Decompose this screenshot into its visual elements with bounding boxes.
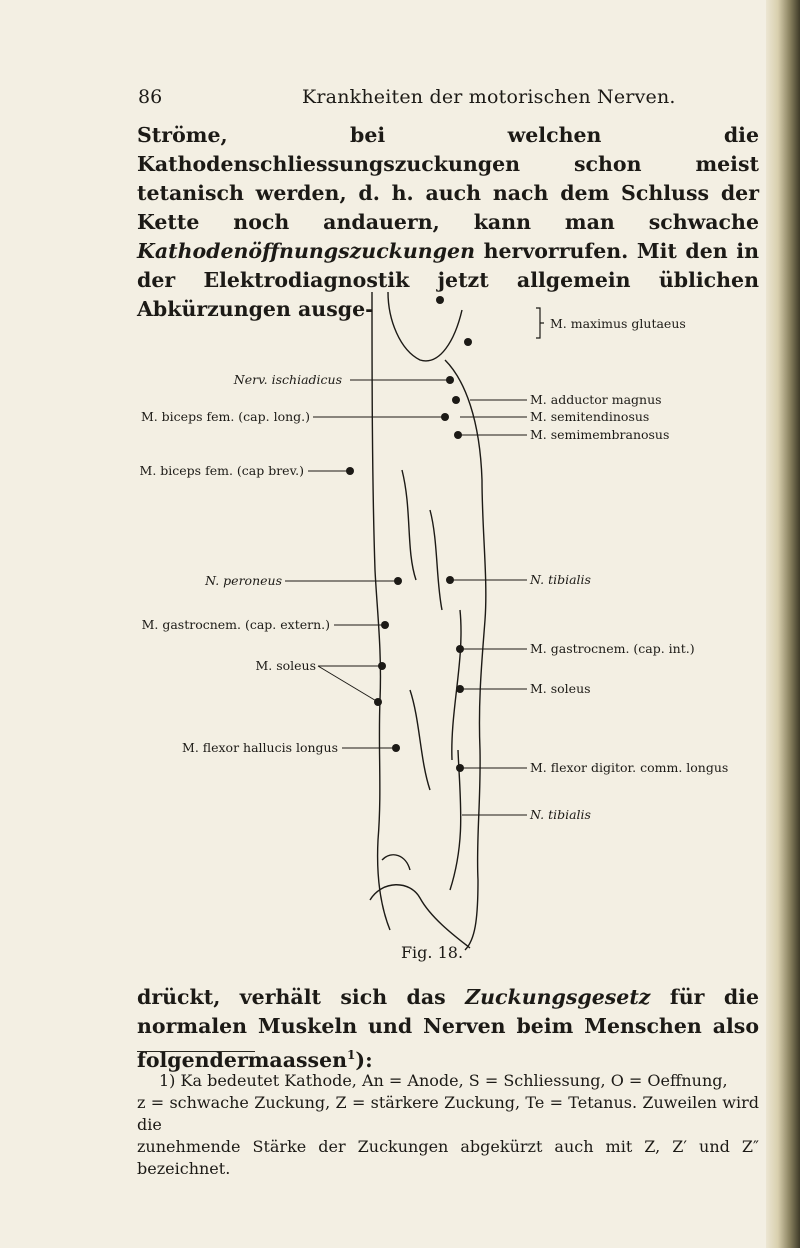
label-flexor-hallucis: M. flexor hallucis longus [182, 740, 338, 755]
para1-line4: in der Elektrodiagnostik jetzt allgemein üblichen Abkürzungen ausge- [137, 239, 759, 321]
label-soleus-right: M. soleus [530, 681, 591, 696]
leg-diagram [120, 280, 760, 970]
label-maximus-glutaeus: M. maximus glutaeus [550, 316, 686, 331]
label-adductor-magnus: M. adductor magnus [530, 392, 662, 407]
page-header [120, 86, 752, 110]
footnote-line-1: 1) Ka bedeutet Kathode, An = Anode, S = Schliessung, O = Oeffnung, [159, 1071, 728, 1090]
label-n-tibialis-2: N. tibialis [530, 807, 591, 822]
figure-18 [120, 280, 760, 970]
para1-italic-term: Kathodenöffnungszuckungen [137, 239, 475, 263]
para2-text-d: ): [355, 1047, 373, 1072]
para1-line2: tetanisch werden, d. h. auch nach dem Schluss der Kette noch andauern, [137, 181, 759, 234]
para1-line3a: kann man schwache [473, 210, 759, 234]
footnote-line-2: z = schwache Zuckung, Z = stärkere Zuckung, Te = Tetanus. Zuweilen wird die [137, 1093, 759, 1134]
label-semimembranosus: M. semimembranosus [530, 427, 670, 442]
page-number: 86 [138, 86, 163, 108]
label-n-peroneus: N. peroneus [205, 573, 282, 588]
footnote-rule [137, 1051, 255, 1052]
book-spine-edge [766, 0, 800, 1248]
label-n-tibialis-1: N. tibialis [530, 572, 591, 587]
label-gastrocnem-int: M. gastrocnem. (cap. int.) [530, 641, 695, 656]
label-soleus-left: M. soleus [255, 658, 316, 673]
para1-line3b: hervorrufen. Mit den [474, 239, 728, 263]
label-biceps-long: M. biceps fem. (cap. long.) [140, 409, 310, 424]
para2-text-c: Nerven beim Menschen also folgendermaassen [137, 1014, 759, 1072]
figure-caption: Fig. 18. [400, 943, 464, 962]
para1-line1: Ströme, bei welchen die Kathodenschliessungszuckungen schon meist [137, 123, 759, 176]
label-flexor-digitor: M. flexor digitor. comm. longus [530, 760, 729, 775]
bracket-glutaeus [536, 308, 544, 338]
label-biceps-brev: M. biceps fem. (cap brev.) [139, 463, 304, 478]
footnote [137, 1070, 759, 1180]
label-semitendinosus: M. semitendinosus [530, 409, 650, 424]
footnote-marker: 1 [347, 1048, 356, 1062]
para2-italic-term: Zuckungsgesetz [465, 985, 651, 1009]
para2-text-a: drückt, verhält sich das [137, 985, 466, 1009]
running-title: Krankheiten der motorischen Nerven. [302, 86, 676, 108]
para2-text-b: für die normalen Muskeln und [137, 985, 760, 1038]
label-nerv-ischiadicus: Nerv. ischiadicus [233, 372, 342, 387]
paragraph-2 [137, 983, 759, 1075]
label-gastrocnem-extern: M. gastrocnem. (cap. extern.) [141, 617, 330, 632]
footnote-line-3: zunehmende Stärke der Zuckungen abgekürzt auch mit Z, Z′ und Z″ bezeichnet. [137, 1137, 759, 1178]
leg-outline [370, 292, 486, 950]
